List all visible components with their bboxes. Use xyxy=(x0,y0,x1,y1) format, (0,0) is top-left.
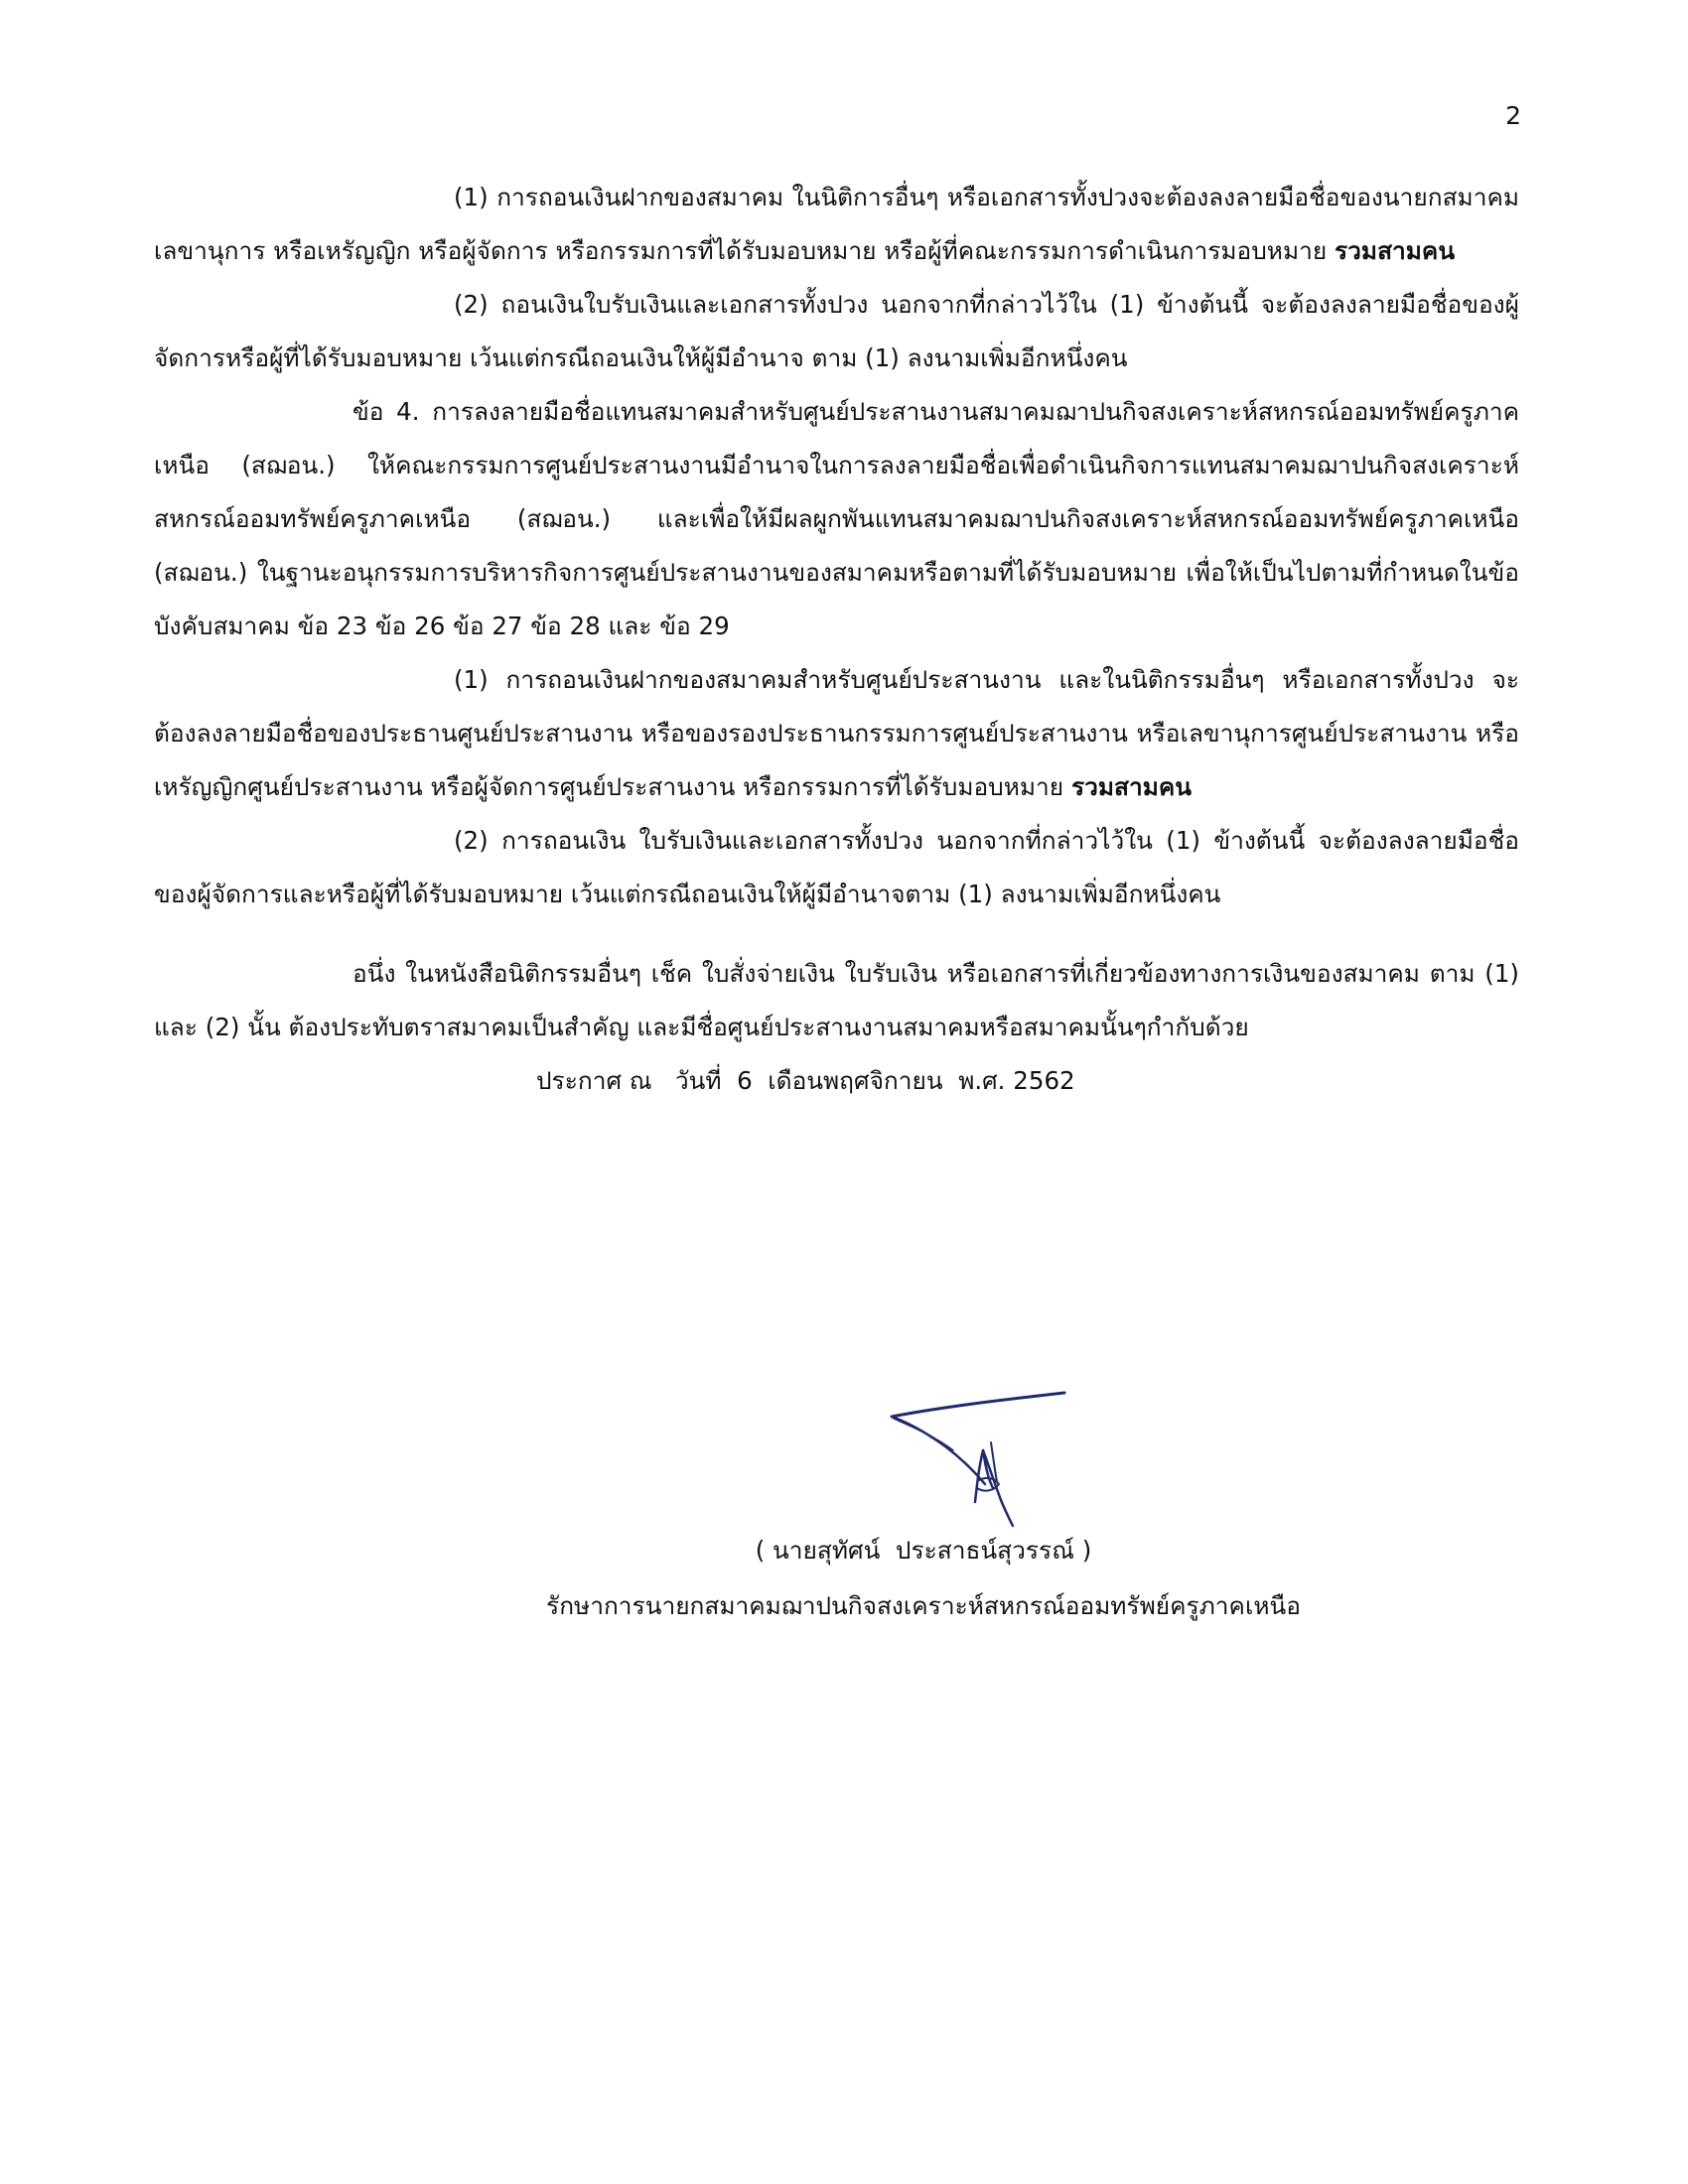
announcement-date: ประกาศ ณ วันที่ 6 เดือนพฤศจิกายน พ.ศ. 2562 xyxy=(536,1066,1075,1095)
paragraph-text: ข้อ 4. การลงลายมือชื่อแทนสมาคมสำหรับศูนย์ประสานงานสมาคมฌาปนกิจสงเคราะห์สหกรณ์ออมทรัพย์ครูภาคเหนือ (สฌอน.) ให้คณะกรรมการศูนย์ประสานงานมีอำนาจในการลงลายมือชื่อเพื่อดำเนินกิจการแทนสมาคมฌาปนกิจสงเคราะห์สหกรณ์ออมทรัพย์ครูภาคเหนือ (สฌอน.) และเพื่อให้มีผลผูกพันแทนสมาคมฌาปนกิจสงเคราะห์สหกรณ์ออมทรัพย์ครูภาคเหนือ (สฌอน.) ในฐานะอนุกรรมการบริหารกิจการศูนย์ประสานงานของสมาคมหรือตามที่ได้รับมอบหมาย เพื่อให้เป็นไปตามที่กำหนดในข้อบังคับสมาคม ข้อ 23 ข้อ 26 ข้อ 27 ข้อ 28 และ ข้อ 29 xyxy=(154,397,1519,640)
bold-emphasis: รวมสามคน xyxy=(1070,772,1193,801)
paragraph-text: อนึ่ง ในหนังสือนิติกรรมอื่นๆ เช็ค ใบสั่งจ่ายเงิน ใบรับเงิน หรือเอกสารที่เกี่ยวข้องทางการเงินของสมาคม ตาม (1) และ (2) นั้น ต้องประทับตราสมาคมเป็นสำคัญ และมีชื่อศูนย์ประสานงานสมาคมหรือสมาคมนั้นๆกำกับด้วย xyxy=(154,959,1519,1041)
paragraph-4-1 xyxy=(154,653,1519,814)
document-body xyxy=(154,171,1519,1108)
paragraph-1-1 xyxy=(154,171,1519,278)
bold-emphasis: รวมสามคน xyxy=(1335,236,1456,265)
paragraph-text: (1) การถอนเงินฝากของสมาคม ในนิติการอื่นๆ หรือเอกสารทั้งปวงจะต้องลงลายมือชื่อของนายกสมาคม เลขานุการ หรือเหรัญญิก หรือผู้จัดการ หรือกรรมการที่ได้รับมอบหมาย หรือผู้ที่คณะกรรมการดำเนินการมอบหมาย xyxy=(154,183,1519,265)
paragraph-1-2 xyxy=(154,278,1519,385)
paragraph-text: (1) การถอนเงินฝากของสมาคมสำหรับศูนย์ประสานงาน และในนิติกรรมอื่นๆ หรือเอกสารทั้งปวง จะต้องลงลายมือชื่อของประธานศูนย์ประสานงาน หรือของรองประธานกรรมการศูนย์ประสานงาน หรือเลขานุการศูนย์ประสานงาน หรือ เหรัญญิกศูนย์ประสานงาน หรือผู้จัดการศูนย์ประสานงาน หรือกรรมการที่ได้รับมอบหมาย xyxy=(154,665,1519,801)
paragraph-4-2 xyxy=(154,814,1519,921)
handwritten-signature xyxy=(884,1385,1082,1534)
page-number: 2 xyxy=(1505,101,1521,130)
paragraph-note xyxy=(154,947,1519,1054)
signer-name: ( นายสุทัศน์ ประสาธน์สุวรรณ์ ) xyxy=(755,1536,1092,1565)
paragraph-clause-4 xyxy=(154,385,1519,653)
paragraph-text: (2) ถอนเงินใบรับเงินและเอกสารทั้งปวง นอกจากที่กล่าวไว้ใน (1) ข้างต้นนี้ จะต้องลงลายมือชื่อของผู้จัดการหรือผู้ที่ได้รับมอบหมาย เว้นแต่กรณีถอนเงินให้ผู้มีอำนาจ ตาม (1) ลงนามเพิ่มอีกหนึ่งคน xyxy=(154,290,1519,372)
paragraph-text: (2) การถอนเงิน ใบรับเงินและเอกสารทั้งปวง นอกจากที่กล่าวไว้ใน (1) ข้างต้นนี้ จะต้องลงลายมือชื่อของผู้จัดการและหรือผู้ที่ได้รับมอบหมาย เว้นแต่กรณีถอนเงินให้ผู้มีอำนาจตาม (1) ลงนามเพิ่มอีกหนึ่งคน xyxy=(154,826,1519,908)
signer-title: รักษาการนายกสมาคมฌาปนกิจสงเคราะห์สหกรณ์ออมทรัพย์ครูภาคเหนือ xyxy=(546,1591,1301,1620)
